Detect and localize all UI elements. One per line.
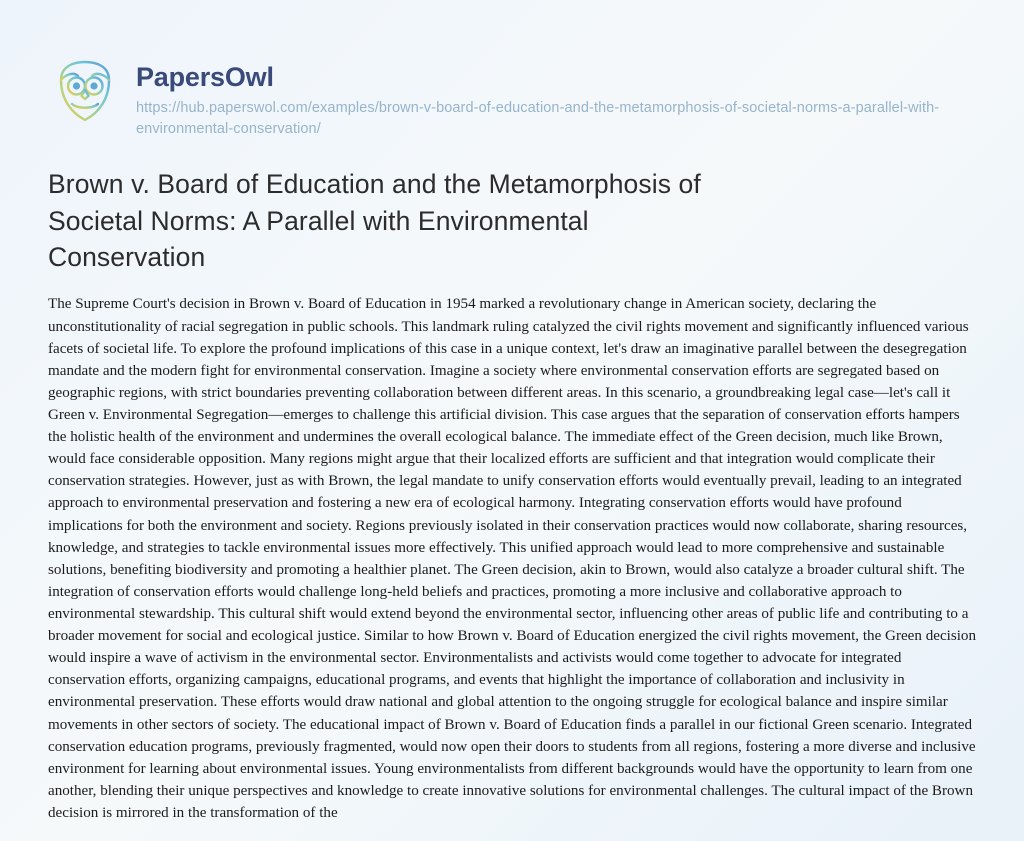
brand-block	[136, 54, 976, 140]
brand-name: PapersOwl	[136, 62, 274, 92]
page-title: Brown v. Board of Education and the Metamorphosis of Societal Norms: A Parallel with Environmental Conservation	[48, 169, 701, 273]
owl-logo-icon	[48, 54, 122, 128]
document-body-text: The Supreme Court's decision in Brown v. Board of Education in 1954 marked a revolutionary change in American society, declaring the unconstitutionality of racial segregation in public schools. This landmark ruling catalyzed the civil rights movement and significantly influenced various facets of societal life. To explore the profound implications of this case in a unique context, let's draw an imaginative parallel between the desegregation mandate and the modern fight for environmental conservation. Imagine a society where environmental conservation efforts are segregated based on geographic regions, with strict boundaries preventing collaboration between different areas. In this scenario, a groundbreaking legal case—let's call it Green v. Environmental Segregation—emerges to challenge this artificial division. This case argues that the separation of conservation efforts hampers the holistic health of the environment and undermines the overall ecological balance. The immediate effect of the Green decision, much like Brown, would face considerable opposition. Many regions might argue that their localized efforts are sufficient and that integration would complicate their conservation strategies. However, just as with Brown, the legal mandate to unify conservation efforts would eventually prevail, leading to an integrated approach to environmental preservation and fostering a new era of ecological harmony. Integrating conservation efforts would have profound implications for both the environment and society. Regions previously isolated in their conservation practices would now collaborate, sharing resources, knowledge, and strategies to tackle environmental issues more effectively. This unified approach would lead to more comprehensive and sustainable solutions, benefiting biodiversity and promoting a healthier planet. The Green decision, akin to Brown, would also catalyze a broader cultural shift. The integration of conservation efforts would challenge long-held beliefs and practices, promoting a more inclusive and collaborative approach to environmental stewardship. This cultural shift would extend beyond the environmental sector, influencing other areas of public life and contributing to a broader movement for social and ecological justice. Similar to how Brown v. Board of Education energized the civil rights movement, the Green decision would inspire a wave of activism in the environmental sector. Environmentalists and activists would come together to advocate for integrated conservation efforts, organizing campaigns, educational programs, and events that highlight the importance of collaboration and inclusivity in environmental preservation. These efforts would draw national and global attention to the ongoing struggle for ecological balance and inspire similar movements in other sectors of society. The educational impact of Brown v. Board of Education finds a parallel in our fictional Green scenario. Integrated conservation education programs, previously fragmented, would now open their doors to students from all regions, fostering a more diverse and inclusive environment for learning about environmental issues. Young environmentalists from different backgrounds would have the opportunity to learn from one another, blending their unique perspectives and knowledge to create innovative solutions for environmental challenges. The cultural impact of the Brown decision is mirrored in the transformation of the	[48, 296, 976, 821]
site-header	[48, 40, 976, 140]
source-url[interactable]: https://hub.paperswol.com/examples/brown-v-board-of-education-and-the-metamorphosis-of-societal-norms-a-parallel-with-environmental-conservation/	[136, 100, 940, 138]
